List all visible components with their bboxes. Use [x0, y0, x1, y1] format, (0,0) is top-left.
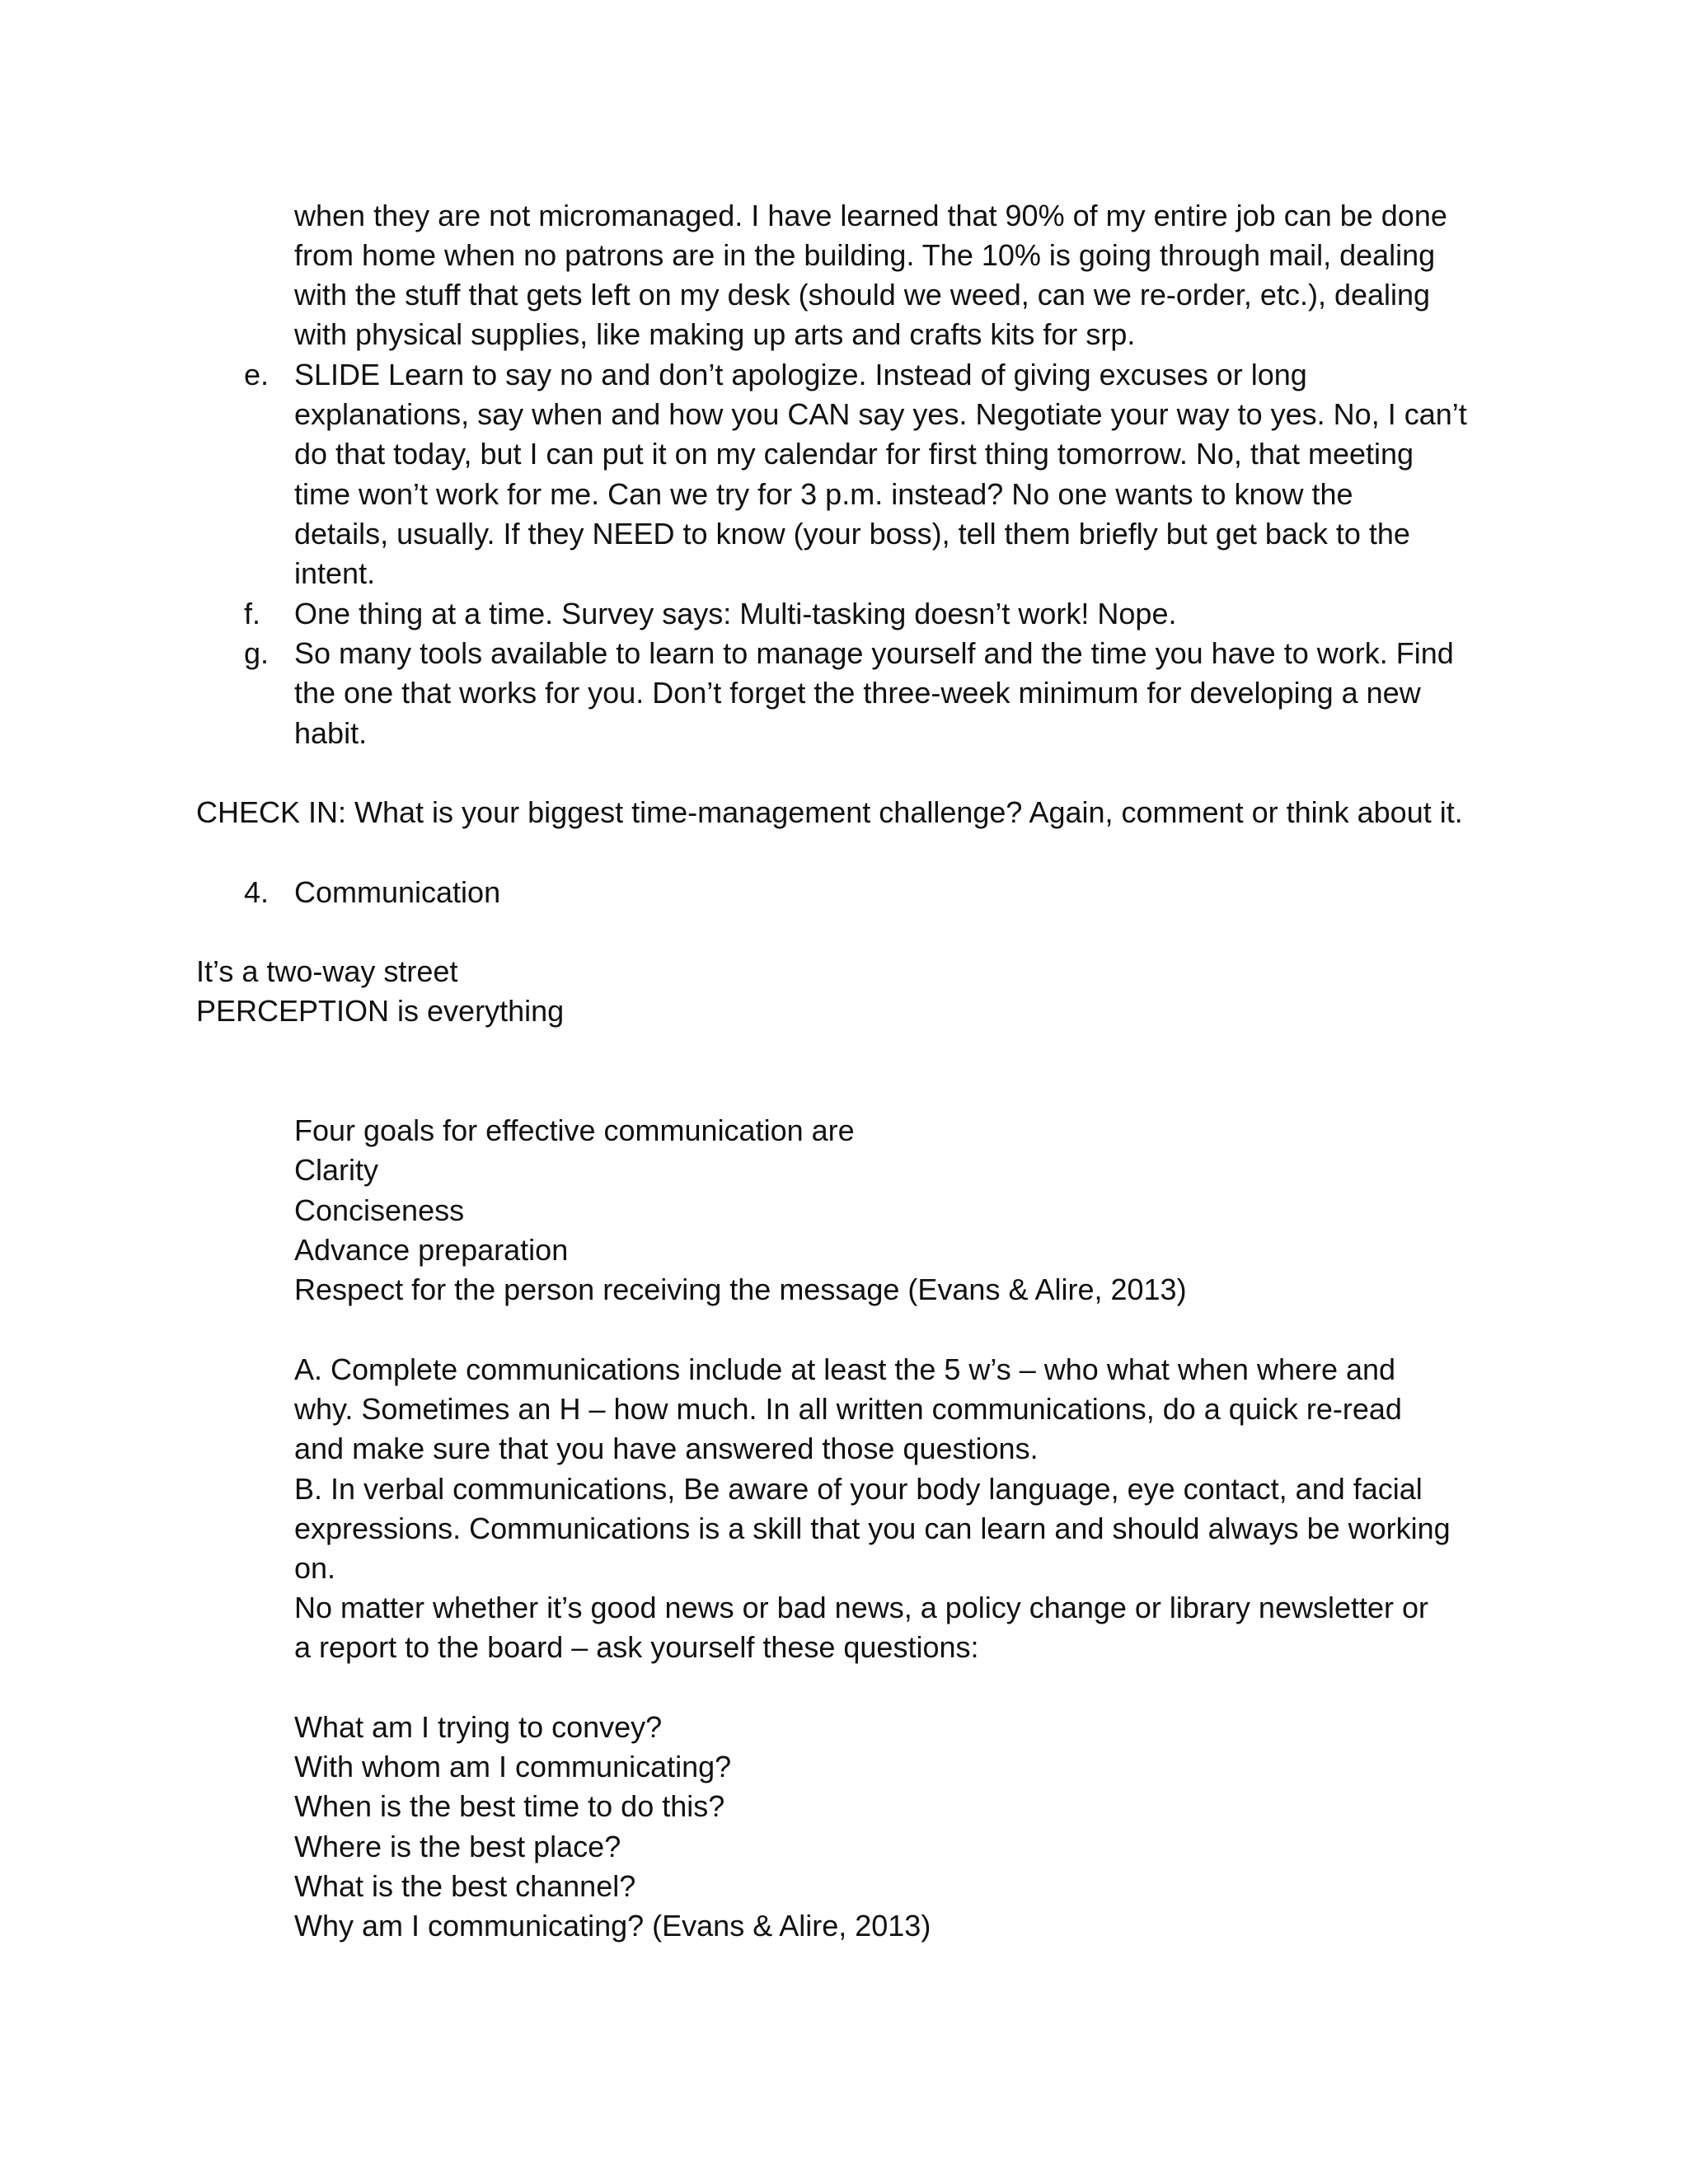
section-title: Communication — [294, 875, 501, 909]
body-line: why. Sometimes an H – how much. In all written communications, do a quick re-read — [294, 1392, 1402, 1426]
continued-item-line: when they are not micromanaged. I have learned that 90% of my entire job can be done — [294, 199, 1447, 232]
list-item-line: habit. — [294, 716, 368, 750]
list-item-line: intent. — [294, 556, 376, 590]
body-line: B. In verbal communications, Be aware of your body language, eye contact, and facial — [294, 1472, 1423, 1506]
question-line: Where is the best place? — [294, 1830, 621, 1863]
goals-line: Respect for the person receiving the message (Evans & Alire, 2013) — [294, 1272, 1187, 1306]
question-line: With whom am I communicating? — [294, 1750, 732, 1783]
list-item-line: explanations, say when and how you CAN say yes. Negotiate your way to yes. No, I can’t — [294, 397, 1467, 431]
question-line: Why am I communicating? (Evans & Alire, 2013) — [294, 1909, 931, 1943]
body-line: on. — [294, 1551, 336, 1585]
intro-line: It’s a two-way street — [196, 954, 458, 988]
goals-line: Advance preparation — [294, 1233, 569, 1267]
section-number: 4. — [244, 875, 270, 909]
question-line: When is the best time to do this? — [294, 1789, 725, 1823]
list-item-marker: e. — [244, 358, 270, 391]
body-line: No matter whether it’s good news or bad news, a policy change or library newsletter or — [294, 1591, 1429, 1624]
list-item-line: One thing at a time. Survey says: Multi-tasking doesn’t work! Nope. — [294, 597, 1177, 630]
list-item-line: do that today, but I can put it on my calendar for first thing tomorrow. No, that meeting — [294, 437, 1414, 471]
continued-item-line: from home when no patrons are in the building. The 10% is going through mail, dealing — [294, 238, 1436, 272]
check-in-prompt: CHECK IN: What is your biggest time-management challenge? Again, comment or think about it. — [196, 795, 1463, 829]
goals-line: Conciseness — [294, 1193, 465, 1227]
list-item-marker: f. — [244, 597, 261, 630]
body-line: and make sure that you have answered those questions. — [294, 1432, 1039, 1465]
continued-item-line: with physical supplies, like making up arts and crafts kits for srp. — [294, 317, 1136, 351]
continued-item-line: with the stuff that gets left on my desk (should we weed, can we re-order, etc.), dealing — [294, 278, 1431, 312]
body-line: expressions. Communications is a skill that you can learn and should always be working — [294, 1511, 1451, 1545]
list-item-marker: g. — [244, 636, 270, 670]
list-item-line: So many tools available to learn to manage yourself and the time you have to work. Find — [294, 636, 1454, 670]
list-item-line: details, usually. If they NEED to know (your boss), tell them briefly but get back to the — [294, 517, 1410, 551]
goals-line: Clarity — [294, 1153, 379, 1187]
body-line: A. Complete communications include at least the 5 w’s – who what when where and — [294, 1352, 1396, 1386]
list-item-line: the one that works for you. Don’t forget the three-week minimum for developing a new — [294, 676, 1421, 710]
question-line: What am I trying to convey? — [294, 1710, 663, 1744]
goals-line: Four goals for effective communication are — [294, 1113, 855, 1147]
list-item-line: time won’t work for me. Can we try for 3 p.m. instead? No one wants to know the — [294, 477, 1353, 511]
intro-line: PERCEPTION is everything — [196, 994, 565, 1028]
question-line: What is the best channel? — [294, 1869, 636, 1903]
list-item-line: SLIDE Learn to say no and don’t apologize. Instead of giving excuses or long — [294, 358, 1307, 391]
body-line: a report to the board – ask yourself these questions: — [294, 1630, 979, 1664]
